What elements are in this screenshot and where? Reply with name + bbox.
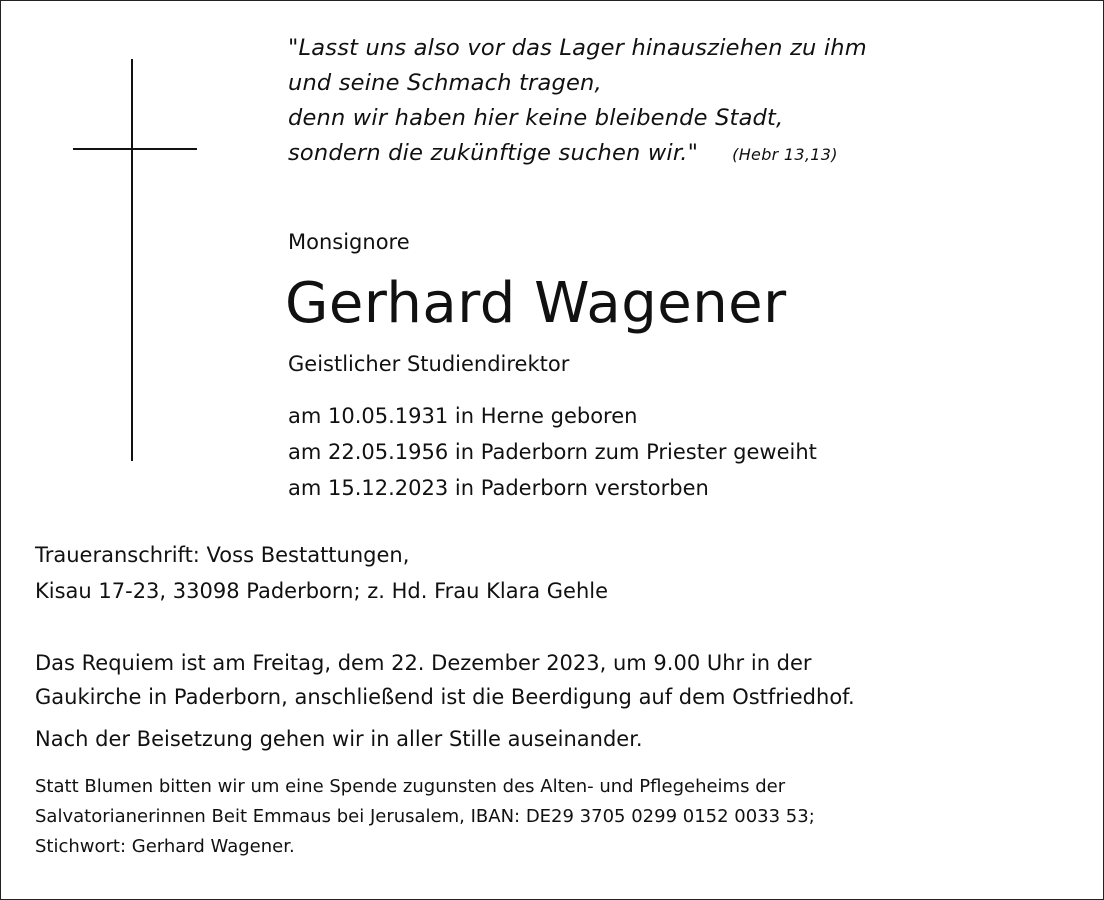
bible-quote [288,31,867,172]
cross-horizontal-bar [73,148,197,150]
deceased-name: Gerhard Wagener [285,271,787,336]
requiem-info [35,646,855,714]
life-event-death: am 15.12.2023 in Paderborn verstorben [288,476,709,500]
quote-line-last [288,136,867,172]
quote-line: denn wir haben hier keine bleibende Stadt, [288,105,784,131]
deceased-position: Geistlicher Studiendirektor [288,352,570,376]
honorific-title: Monsignore [288,230,410,254]
donation-line: Stichwort: Gerhard Wagener. [35,836,295,857]
requiem-line: Das Requiem ist am Freitag, dem 22. Dezember 2023, um 9.00 Uhr in der [35,651,812,675]
address-line: Kisau 17-23, 33098 Paderborn; z. Hd. Frau Klara Gehle [35,579,609,603]
closing-statement: Nach der Beisetzung gehen wir in aller Stille auseinander. [35,727,643,751]
quote-reference: (Hebr 13,13) [732,145,838,164]
cross-vertical-bar [131,59,133,461]
mourning-address [35,537,608,609]
life-events [288,398,817,506]
quote-line-text: sondern die zukünftige suchen wir." [288,140,699,166]
quote-line: und seine Schmach tragen, [288,70,602,96]
life-event-birth: am 10.05.1931 in Herne geboren [288,404,638,428]
donation-line: Statt Blumen bitten wir um eine Spende zugunsten des Alten- und Pflegeheims der [35,776,786,797]
address-line: Traueranschrift: Voss Bestattungen, [35,543,410,567]
quote-line: "Lasst uns also vor das Lager hinausziehen zu ihm [288,35,867,61]
donation-request [35,772,815,862]
requiem-line: Gaukirche in Paderborn, anschließend ist die Beerdigung auf dem Ostfriedhof. [35,685,855,709]
donation-line: Salvatorianerinnen Beit Emmaus bei Jerusalem, IBAN: DE29 3705 0299 0152 0033 53; [35,806,815,827]
life-event-ordination: am 22.05.1956 in Paderborn zum Priester geweiht [288,440,817,464]
